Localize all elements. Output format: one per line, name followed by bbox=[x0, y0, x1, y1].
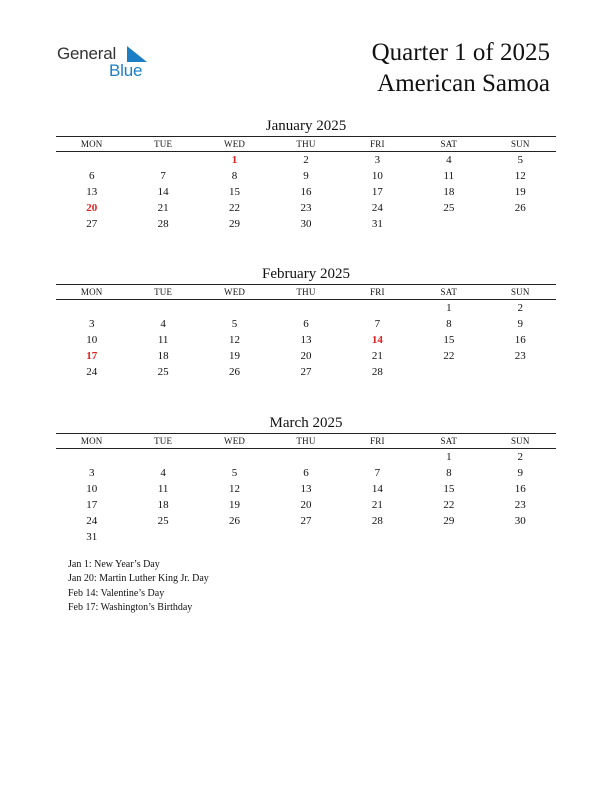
weekday-header: SUN bbox=[485, 137, 556, 152]
date-cell: 2 bbox=[517, 302, 524, 314]
weekday-header: THU bbox=[270, 137, 341, 152]
holiday-date-cell: 1 bbox=[231, 154, 238, 166]
date-cell: 18 bbox=[157, 350, 169, 362]
date-cell: 18 bbox=[443, 186, 455, 198]
date-cell: 3 bbox=[88, 318, 95, 330]
date-cell: 24 bbox=[86, 515, 98, 527]
date-cell bbox=[199, 529, 270, 545]
date-cell: 19 bbox=[229, 350, 241, 362]
month-january bbox=[56, 116, 556, 232]
date-cell: 28 bbox=[157, 218, 169, 230]
week-row bbox=[56, 332, 556, 348]
date-cell: 31 bbox=[371, 218, 383, 230]
date-cell: 22 bbox=[443, 499, 455, 511]
date-cell bbox=[413, 529, 484, 545]
date-cell: 9 bbox=[303, 170, 309, 182]
date-cell: 1 bbox=[446, 451, 452, 463]
calendar-table bbox=[56, 284, 556, 380]
date-cell bbox=[56, 300, 127, 317]
calendar-body bbox=[56, 449, 556, 546]
weekday-header: WED bbox=[199, 434, 270, 449]
date-cell bbox=[199, 449, 270, 466]
weekday-header: MON bbox=[56, 285, 127, 300]
weekday-header: THU bbox=[270, 434, 341, 449]
calendar-table bbox=[56, 136, 556, 232]
date-cell bbox=[413, 364, 484, 380]
month-february bbox=[56, 264, 556, 380]
holiday-date-cell: 14 bbox=[371, 334, 383, 346]
title-quarter: Quarter 1 of 2025 bbox=[371, 39, 550, 66]
holiday-notes bbox=[68, 558, 209, 615]
date-cell: 30 bbox=[514, 515, 526, 527]
date-cell: 4 bbox=[160, 467, 166, 479]
week-row bbox=[56, 300, 556, 317]
date-cell: 6 bbox=[303, 467, 309, 479]
month-title: January 2025 bbox=[265, 118, 347, 134]
calendar-body bbox=[56, 152, 556, 233]
weekday-header: MON bbox=[56, 137, 127, 152]
weekday-header-row bbox=[56, 434, 556, 449]
weekday-header: SAT bbox=[413, 137, 484, 152]
date-cell: 25 bbox=[157, 515, 169, 527]
date-cell bbox=[199, 300, 270, 317]
week-row bbox=[56, 529, 556, 545]
date-cell: 2 bbox=[303, 154, 309, 166]
weekday-header: TUE bbox=[127, 285, 198, 300]
date-cell: 4 bbox=[160, 318, 166, 330]
date-cell: 1 bbox=[446, 302, 452, 314]
weekday-header: SAT bbox=[413, 285, 484, 300]
date-cell: 31 bbox=[86, 531, 98, 543]
calendar-body bbox=[56, 300, 556, 381]
date-cell: 16 bbox=[514, 483, 526, 495]
month-title: February 2025 bbox=[262, 266, 350, 282]
weekday-header: SAT bbox=[413, 434, 484, 449]
weekday-header: TUE bbox=[127, 434, 198, 449]
week-row bbox=[56, 449, 556, 466]
date-cell: 2 bbox=[517, 451, 524, 463]
date-cell bbox=[270, 529, 341, 545]
weekday-header-row bbox=[56, 285, 556, 300]
date-cell: 20 bbox=[300, 350, 312, 362]
logo-word-general: General bbox=[57, 44, 117, 63]
date-cell: 21 bbox=[157, 202, 169, 214]
date-cell: 14 bbox=[371, 483, 383, 495]
date-cell: 26 bbox=[514, 202, 526, 214]
date-cell: 29 bbox=[443, 515, 455, 527]
weekday-header: WED bbox=[199, 285, 270, 300]
week-row bbox=[56, 481, 556, 497]
date-cell: 26 bbox=[229, 515, 241, 527]
date-cell: 13 bbox=[300, 334, 312, 346]
date-cell: 19 bbox=[229, 499, 241, 511]
date-cell bbox=[127, 300, 198, 317]
date-cell: 9 bbox=[517, 318, 524, 330]
date-cell: 29 bbox=[229, 218, 241, 230]
holiday-date-cell: 17 bbox=[86, 350, 98, 362]
weekday-header-row bbox=[56, 137, 556, 152]
week-row bbox=[56, 465, 556, 481]
date-cell: 21 bbox=[371, 499, 383, 511]
date-cell: 22 bbox=[229, 202, 241, 214]
date-cell: 6 bbox=[303, 318, 309, 330]
date-cell: 8 bbox=[231, 170, 238, 182]
date-cell: 7 bbox=[374, 318, 381, 330]
holiday-date-cell: 20 bbox=[86, 202, 98, 214]
weekday-header: WED bbox=[199, 137, 270, 152]
date-cell: 15 bbox=[229, 186, 241, 198]
logo-word-blue: Blue bbox=[109, 61, 143, 80]
logo-triangle-icon bbox=[123, 46, 147, 62]
date-cell: 24 bbox=[86, 366, 98, 378]
calendar-table bbox=[56, 433, 556, 545]
date-cell: 13 bbox=[300, 483, 312, 495]
holiday-note: Feb 17: Washington’s Birthday bbox=[68, 601, 193, 613]
date-cell: 27 bbox=[300, 366, 312, 378]
week-row bbox=[56, 316, 556, 332]
date-cell: 17 bbox=[371, 186, 383, 198]
holiday-note: Jan 1: New Year’s Day bbox=[68, 559, 160, 570]
date-cell: 12 bbox=[514, 170, 526, 182]
weekday-header: MON bbox=[56, 434, 127, 449]
date-cell: 14 bbox=[157, 186, 169, 198]
date-cell: 21 bbox=[371, 350, 383, 362]
weekday-header: TUE bbox=[127, 137, 198, 152]
date-cell: 20 bbox=[300, 499, 312, 511]
date-cell: 28 bbox=[371, 366, 383, 378]
date-cell: 10 bbox=[86, 334, 98, 346]
date-cell: 28 bbox=[371, 515, 383, 527]
date-cell: 26 bbox=[229, 366, 241, 378]
date-cell: 16 bbox=[300, 186, 312, 198]
week-row bbox=[56, 364, 556, 380]
date-cell bbox=[485, 216, 556, 232]
date-cell bbox=[485, 529, 556, 545]
date-cell: 12 bbox=[229, 483, 241, 495]
date-cell: 17 bbox=[86, 499, 98, 511]
date-cell: 7 bbox=[160, 170, 166, 182]
date-cell: 3 bbox=[374, 154, 381, 166]
date-cell bbox=[413, 216, 484, 232]
date-cell: 11 bbox=[443, 170, 455, 182]
date-cell: 25 bbox=[157, 366, 169, 378]
date-cell: 27 bbox=[86, 218, 98, 230]
month-march bbox=[56, 413, 556, 545]
logo bbox=[57, 44, 157, 80]
weekday-header: SUN bbox=[485, 434, 556, 449]
date-cell: 8 bbox=[446, 318, 452, 330]
date-cell bbox=[56, 449, 127, 466]
weekday-header: THU bbox=[270, 285, 341, 300]
date-cell: 15 bbox=[443, 483, 455, 495]
weekday-header: FRI bbox=[342, 285, 413, 300]
week-row bbox=[56, 348, 556, 364]
weekday-header: FRI bbox=[342, 137, 413, 152]
date-cell: 23 bbox=[514, 350, 526, 362]
date-cell: 5 bbox=[231, 318, 238, 330]
date-cell: 3 bbox=[88, 467, 95, 479]
date-cell bbox=[270, 449, 341, 466]
date-cell: 12 bbox=[229, 334, 241, 346]
date-cell: 19 bbox=[514, 186, 526, 198]
month-title: March 2025 bbox=[269, 415, 343, 431]
holiday-note: Feb 14: Valentine’s Day bbox=[68, 587, 165, 599]
date-cell: 8 bbox=[446, 467, 452, 479]
date-cell: 11 bbox=[157, 334, 169, 346]
date-cell: 18 bbox=[157, 499, 169, 511]
date-cell: 15 bbox=[443, 334, 455, 346]
date-cell: 6 bbox=[88, 170, 95, 182]
date-cell: 13 bbox=[86, 186, 98, 198]
date-cell bbox=[127, 449, 198, 466]
week-row bbox=[56, 184, 556, 200]
date-cell bbox=[342, 449, 413, 466]
date-cell: 22 bbox=[443, 350, 455, 362]
date-cell: 9 bbox=[517, 467, 524, 479]
weekday-header: FRI bbox=[342, 434, 413, 449]
date-cell: 4 bbox=[446, 154, 452, 166]
weekday-header: SUN bbox=[485, 285, 556, 300]
week-row bbox=[56, 216, 556, 232]
date-cell bbox=[127, 152, 198, 169]
holiday-note: Jan 20: Martin Luther King Jr. Day bbox=[68, 573, 209, 585]
date-cell bbox=[56, 152, 127, 169]
week-row bbox=[56, 152, 556, 169]
week-row bbox=[56, 168, 556, 184]
date-cell: 27 bbox=[300, 515, 312, 527]
date-cell: 16 bbox=[514, 334, 526, 346]
date-cell bbox=[342, 300, 413, 317]
date-cell: 11 bbox=[157, 483, 169, 495]
week-row bbox=[56, 513, 556, 529]
date-cell: 7 bbox=[374, 467, 381, 479]
title-country: American Samoa bbox=[377, 70, 550, 97]
date-cell: 30 bbox=[300, 218, 312, 230]
week-row bbox=[56, 200, 556, 216]
date-cell: 10 bbox=[371, 170, 383, 182]
date-cell bbox=[342, 529, 413, 545]
page-title bbox=[372, 37, 550, 99]
date-cell bbox=[485, 364, 556, 380]
date-cell: 25 bbox=[443, 202, 455, 214]
date-cell: 5 bbox=[231, 467, 238, 479]
date-cell: 24 bbox=[371, 202, 383, 214]
week-row bbox=[56, 497, 556, 513]
date-cell bbox=[127, 529, 198, 545]
date-cell: 23 bbox=[514, 499, 526, 511]
date-cell: 23 bbox=[300, 202, 312, 214]
date-cell: 5 bbox=[517, 154, 524, 166]
date-cell bbox=[270, 300, 341, 317]
date-cell: 10 bbox=[86, 483, 98, 495]
